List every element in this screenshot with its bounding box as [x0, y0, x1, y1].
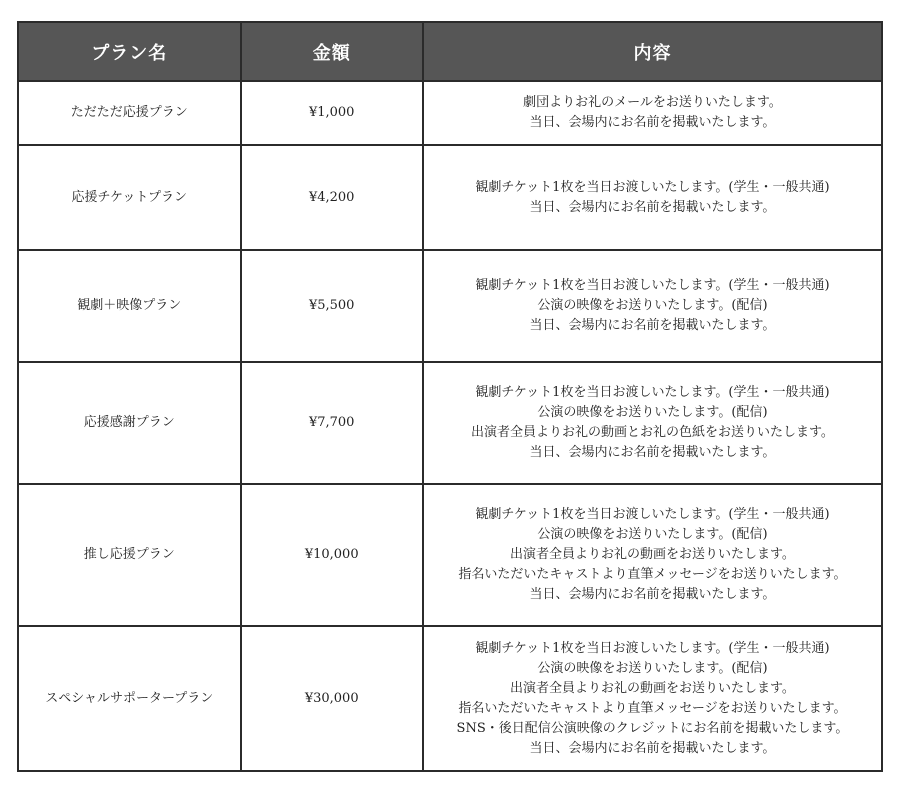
- plan-contents-cell: [423, 362, 882, 484]
- plan-contents-cell: [423, 250, 882, 362]
- plan-name-cell: 観劇＋映像プラン: [18, 250, 241, 362]
- contents-line: 当日、会場内にお名前を掲載いたします。: [529, 740, 776, 756]
- plan-name-cell: スペシャルサポータープラン: [18, 626, 241, 771]
- contents-line: 当日、会場内にお名前を掲載いたします。: [529, 115, 776, 130]
- plan-contents-cell: [423, 145, 882, 250]
- contents-line: 劇団よりお礼のメールをお送りいたします。: [523, 95, 782, 110]
- contents-line: SNS・後日配信公演映像のクレジットにお名前を掲載いたします。: [456, 720, 849, 736]
- contents-line: 当日、会場内にお名前を掲載いたします。: [529, 587, 776, 602]
- plan-contents-cell: [423, 484, 882, 626]
- contents-line: 公演の映像をお送りいたします。(配信): [537, 660, 768, 676]
- table-header-row: [18, 22, 882, 81]
- header-price: 金額: [241, 22, 423, 81]
- plan-price-cell: ¥1,000: [241, 81, 423, 145]
- plan-name-cell: ただただ応援プラン: [18, 81, 241, 145]
- table-row: [18, 250, 882, 362]
- plan-contents-cell: [423, 626, 882, 771]
- plan-price-cell: ¥10,000: [241, 484, 423, 626]
- contents-line: 観劇チケット1枚を当日お渡しいたします。(学生・一般共通): [475, 385, 830, 400]
- contents-line: 出演者全員よりお礼の動画をお送りいたします。: [509, 547, 795, 562]
- table-row: [18, 81, 882, 145]
- plan-price-cell: ¥5,500: [241, 250, 423, 362]
- plan-contents-cell: [423, 81, 882, 145]
- plan-name-cell: 応援チケットプラン: [18, 145, 241, 250]
- contents-line: 指名いただいたキャストより直筆メッセージをお送りいたします。: [458, 567, 847, 582]
- header-contents: 内容: [423, 22, 882, 81]
- contents-line: 観劇チケット1枚を当日お渡しいたします。(学生・一般共通): [475, 507, 830, 522]
- contents-line: 指名いただいたキャストより直筆メッセージをお送りいたします。: [458, 700, 847, 716]
- contents-line: 出演者全員よりお礼の動画とお礼の色紙をお送りいたします。: [470, 425, 834, 440]
- contents-line: 観劇チケット1枚を当日お渡しいたします。(学生・一般共通): [475, 278, 830, 293]
- contents-line: 当日、会場内にお名前を掲載いたします。: [529, 445, 776, 460]
- contents-line: 公演の映像をお送りいたします。(配信): [537, 298, 768, 313]
- contents-line: 公演の映像をお送りいたします。(配信): [537, 405, 768, 420]
- contents-line: 公演の映像をお送りいたします。(配信): [537, 527, 768, 542]
- plan-price-cell: ¥30,000: [241, 626, 423, 771]
- table-row: [18, 484, 882, 626]
- contents-line: 出演者全員よりお礼の動画をお送りいたします。: [509, 680, 795, 696]
- plan-name-cell: 応援感謝プラン: [18, 362, 241, 484]
- contents-line: 当日、会場内にお名前を掲載いたします。: [529, 318, 776, 333]
- plan-price-cell: ¥7,700: [241, 362, 423, 484]
- contents-line: 観劇チケット1枚を当日お渡しいたします。(学生・一般共通): [475, 640, 830, 656]
- contents-line: 観劇チケット1枚を当日お渡しいたします。(学生・一般共通): [475, 179, 830, 195]
- contents-line: 当日、会場内にお名前を掲載いたします。: [529, 199, 776, 215]
- header-plan-name: プラン名: [18, 22, 241, 81]
- table-row: [18, 362, 882, 484]
- table-row: [18, 145, 882, 250]
- table-row: [18, 626, 882, 771]
- plan-name-cell: 推し応援プラン: [18, 484, 241, 626]
- plan-table: [17, 21, 883, 772]
- plan-price-cell: ¥4,200: [241, 145, 423, 250]
